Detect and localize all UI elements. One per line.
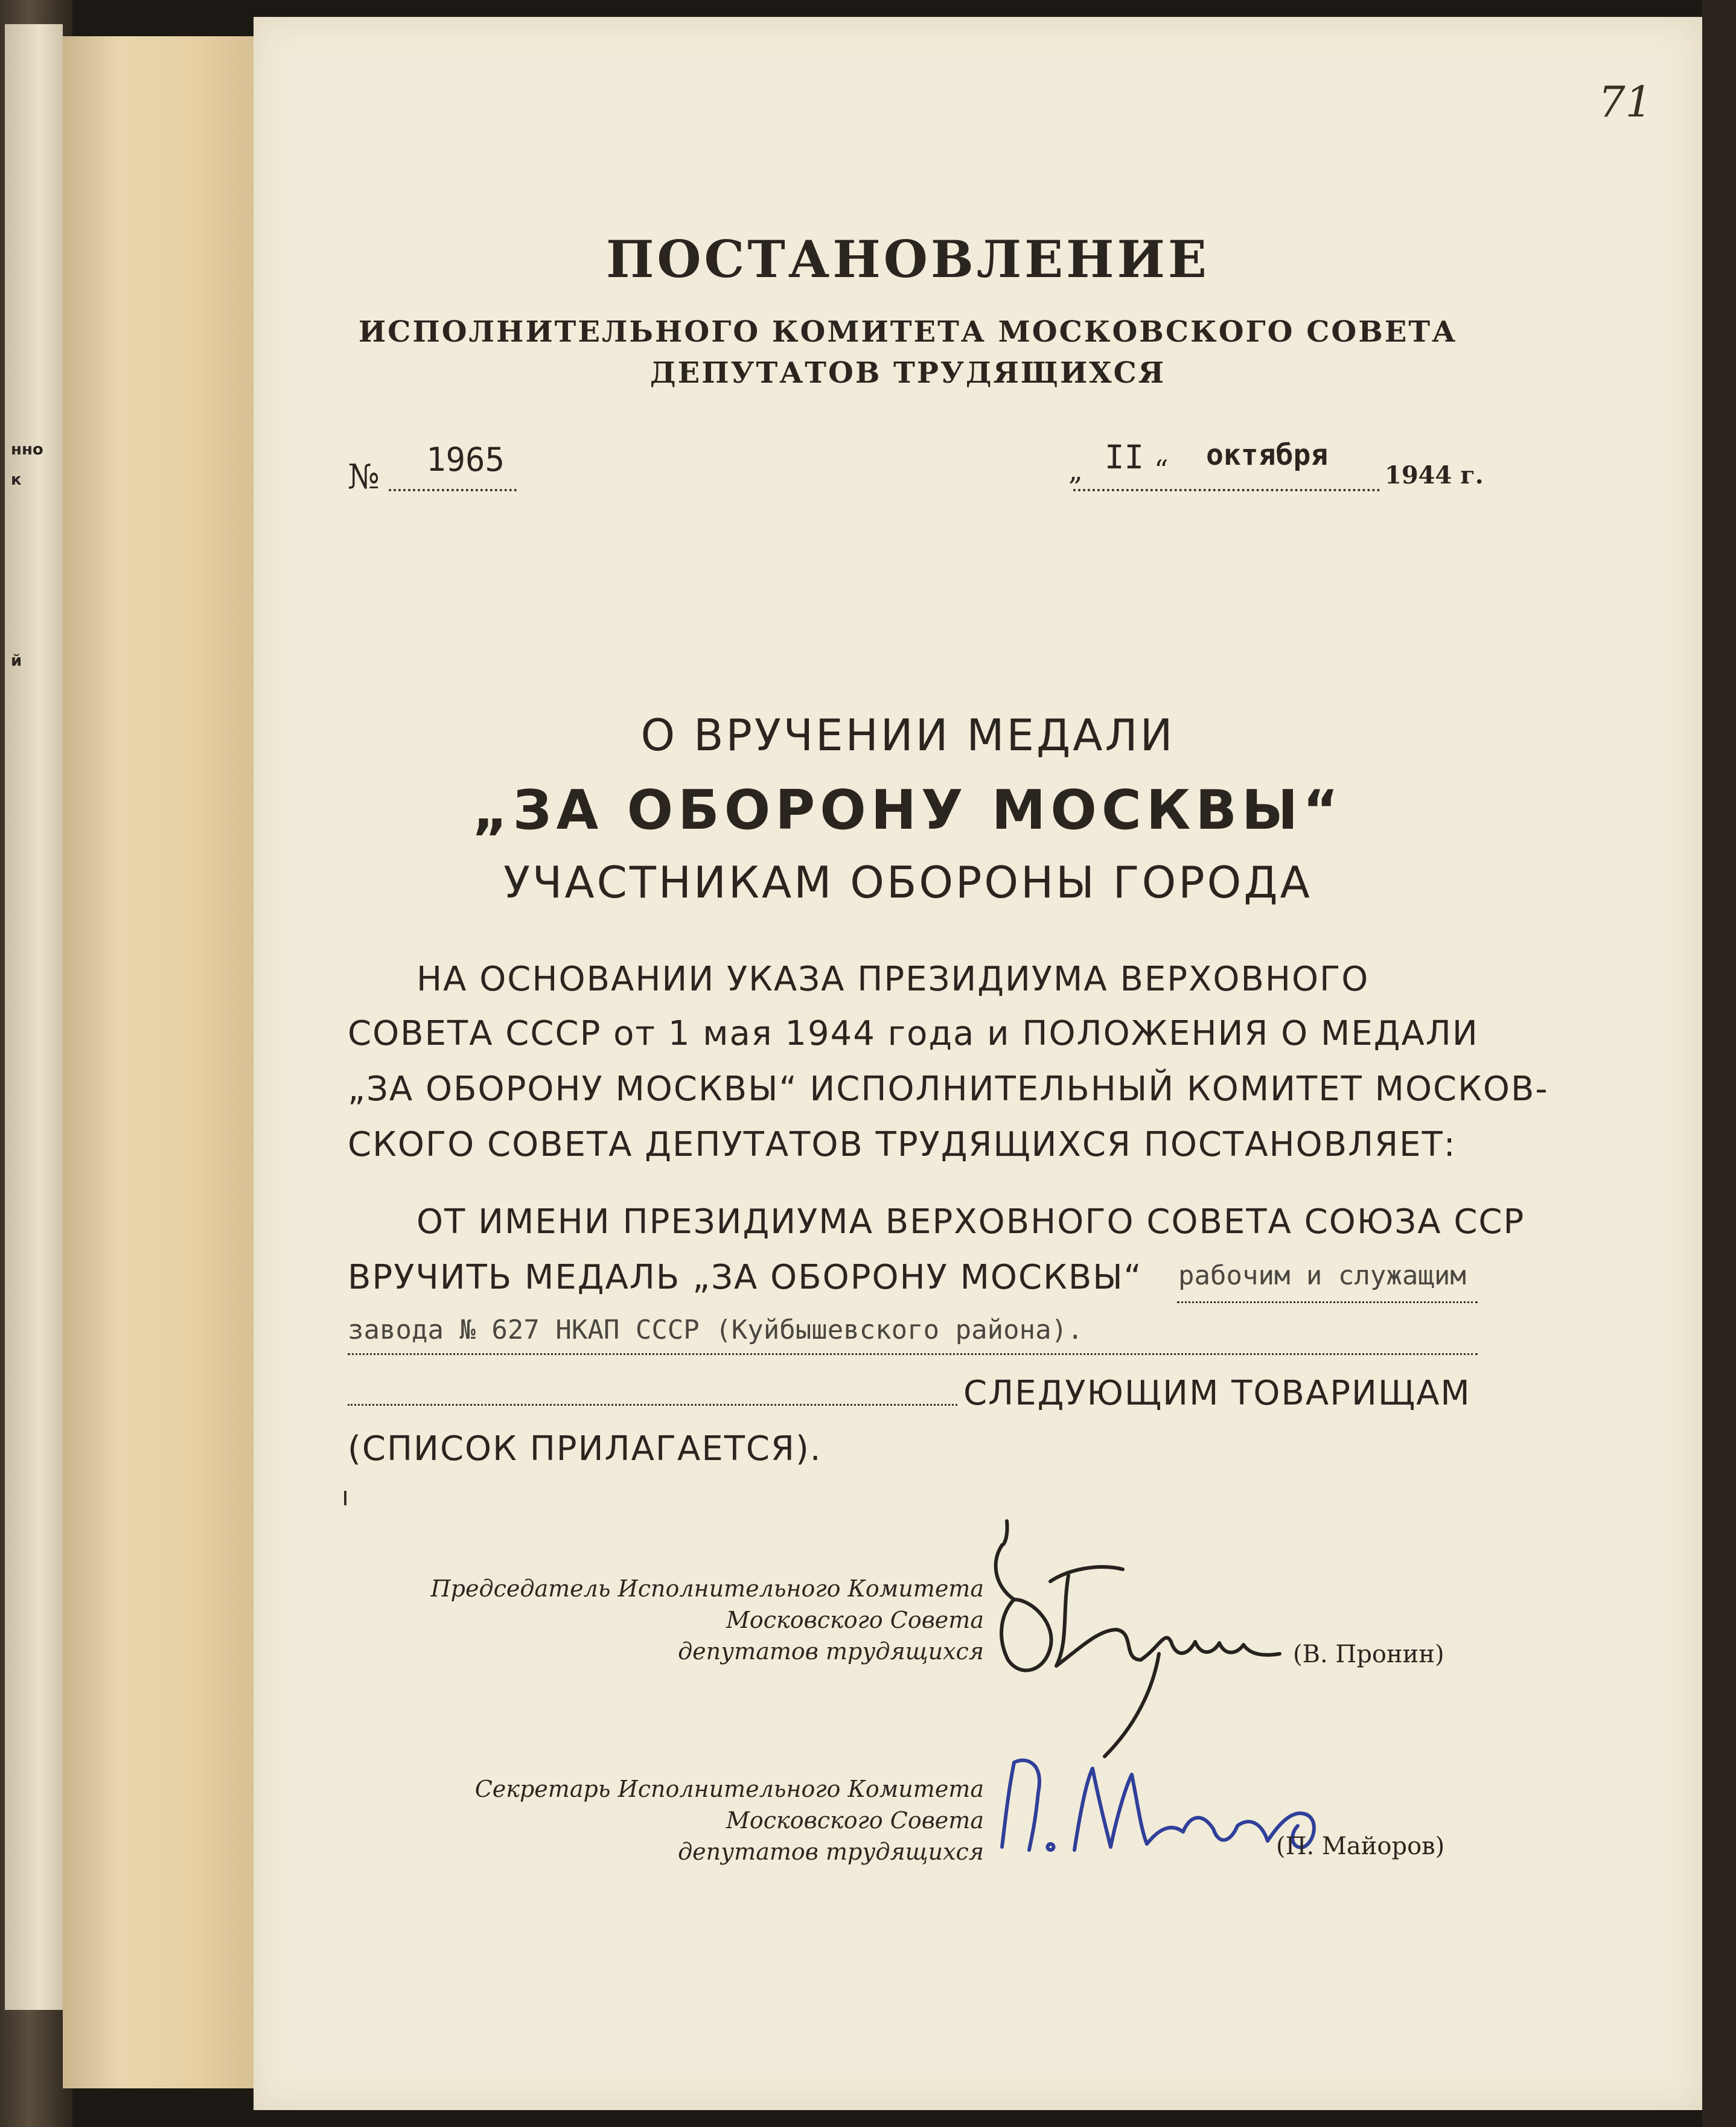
- previous-page-text-fragment: нно: [11, 441, 43, 459]
- secretary-caption-line: Секретарь Исполнительного Комитета: [474, 1776, 984, 1802]
- fill-dotted-line: [348, 1404, 957, 1406]
- body-line-5: ОТ ИМЕНИ ПРЕЗИДИУМА ВЕРХОВНОГО СОВЕТА СОЮЗА ССР: [416, 1202, 1525, 1242]
- page-number: 71: [1598, 77, 1653, 127]
- decree-number: 1965: [426, 441, 505, 479]
- subject-heading-line-1: О ВРУЧЕНИИ МЕДАЛИ: [640, 710, 1175, 761]
- scan-border: [1702, 0, 1736, 2127]
- body-line-2: СОВЕТА СССР от 1 мая 1944 года и ПОЛОЖЕНИЯ О МЕДАЛИ: [348, 1014, 1479, 1053]
- subject-heading-line-3: УЧАСТНИКАМ ОБОРОНЫ ГОРОДА: [503, 857, 1312, 908]
- document-title: ПОСТАНОВЛЕНИЕ: [606, 229, 1210, 289]
- decree-day: II: [1105, 438, 1144, 476]
- secretary-caption-line: депутатов трудящихся: [678, 1838, 984, 1865]
- ink-mark: [344, 1491, 346, 1505]
- date-quote-open: „: [1068, 454, 1083, 486]
- chairman-caption-line: Председатель Исполнительного Комитета: [430, 1575, 984, 1602]
- body-line-6: ВРУЧИТЬ МЕДАЛЬ „ЗА ОБОРОНУ МОСКВЫ“: [348, 1258, 1143, 1297]
- decree-year: 1944 г.: [1385, 461, 1484, 489]
- date-quote-close: “: [1154, 454, 1169, 486]
- body-line-8: (СПИСОК ПРИЛАГАЕТСЯ).: [348, 1429, 822, 1468]
- body-line-3: „ЗА ОБОРОНУ МОСКВЫ“ ИСПОЛНИТЕЛЬНЫЙ КОМИТЕТ МОСКОВ-: [348, 1070, 1549, 1109]
- chairman-caption-line: депутатов трудящихся: [678, 1638, 984, 1665]
- body-line-7: СЛЕДУЮЩИМ ТОВАРИЩАМ: [963, 1374, 1471, 1413]
- secretary-caption: [475, 1773, 984, 1867]
- body-line-4: СКОГО СОВЕТА ДЕПУТАТОВ ТРУДЯЩИХСЯ ПОСТАНОВЛЯЕТ:: [348, 1125, 1457, 1164]
- secretary-name: (П. Майоров): [1276, 1832, 1445, 1860]
- page-stack-edge: [63, 36, 254, 2088]
- medal-name-heading: „ЗА ОБОРОНУ МОСКВЫ“: [472, 779, 1344, 842]
- decree-month: октября: [1206, 438, 1329, 472]
- fill-dotted-line: [348, 1353, 1478, 1355]
- chairman-name: (В. Пронин): [1293, 1641, 1444, 1668]
- number-dotted-line: [389, 489, 517, 491]
- secretary-caption-line: Московского Совета: [726, 1807, 984, 1834]
- previous-page-text-fragment: к: [11, 471, 22, 489]
- chairman-caption: [431, 1573, 984, 1667]
- decree-number-label: №: [348, 458, 380, 497]
- issuer-line-1: ИСПОЛНИТЕЛЬНОГО КОМИТЕТА МОСКОВСКОГО СОВЕТА: [358, 315, 1458, 349]
- issuer-line-2: ДЕПУТАТОВ ТРУДЯЩИХСЯ: [649, 356, 1166, 390]
- typed-recipients-line-1: рабочим и служащим: [1178, 1260, 1466, 1291]
- body-line-1: НА ОСНОВАНИИ УКАЗА ПРЕЗИДИУМА ВЕРХОВНОГО: [416, 960, 1370, 999]
- chairman-signature: [978, 1509, 1292, 1762]
- fill-dotted-line: [1177, 1301, 1478, 1303]
- previous-page-fragment: [5, 24, 63, 2010]
- chairman-caption-line: Московского Совета: [726, 1607, 984, 1633]
- typed-recipients-line-2: завода № 627 НКАП СССР (Куйбышевского района).: [348, 1315, 1083, 1345]
- previous-page-text-fragment: й: [11, 652, 22, 670]
- date-dotted-line: [1073, 489, 1380, 491]
